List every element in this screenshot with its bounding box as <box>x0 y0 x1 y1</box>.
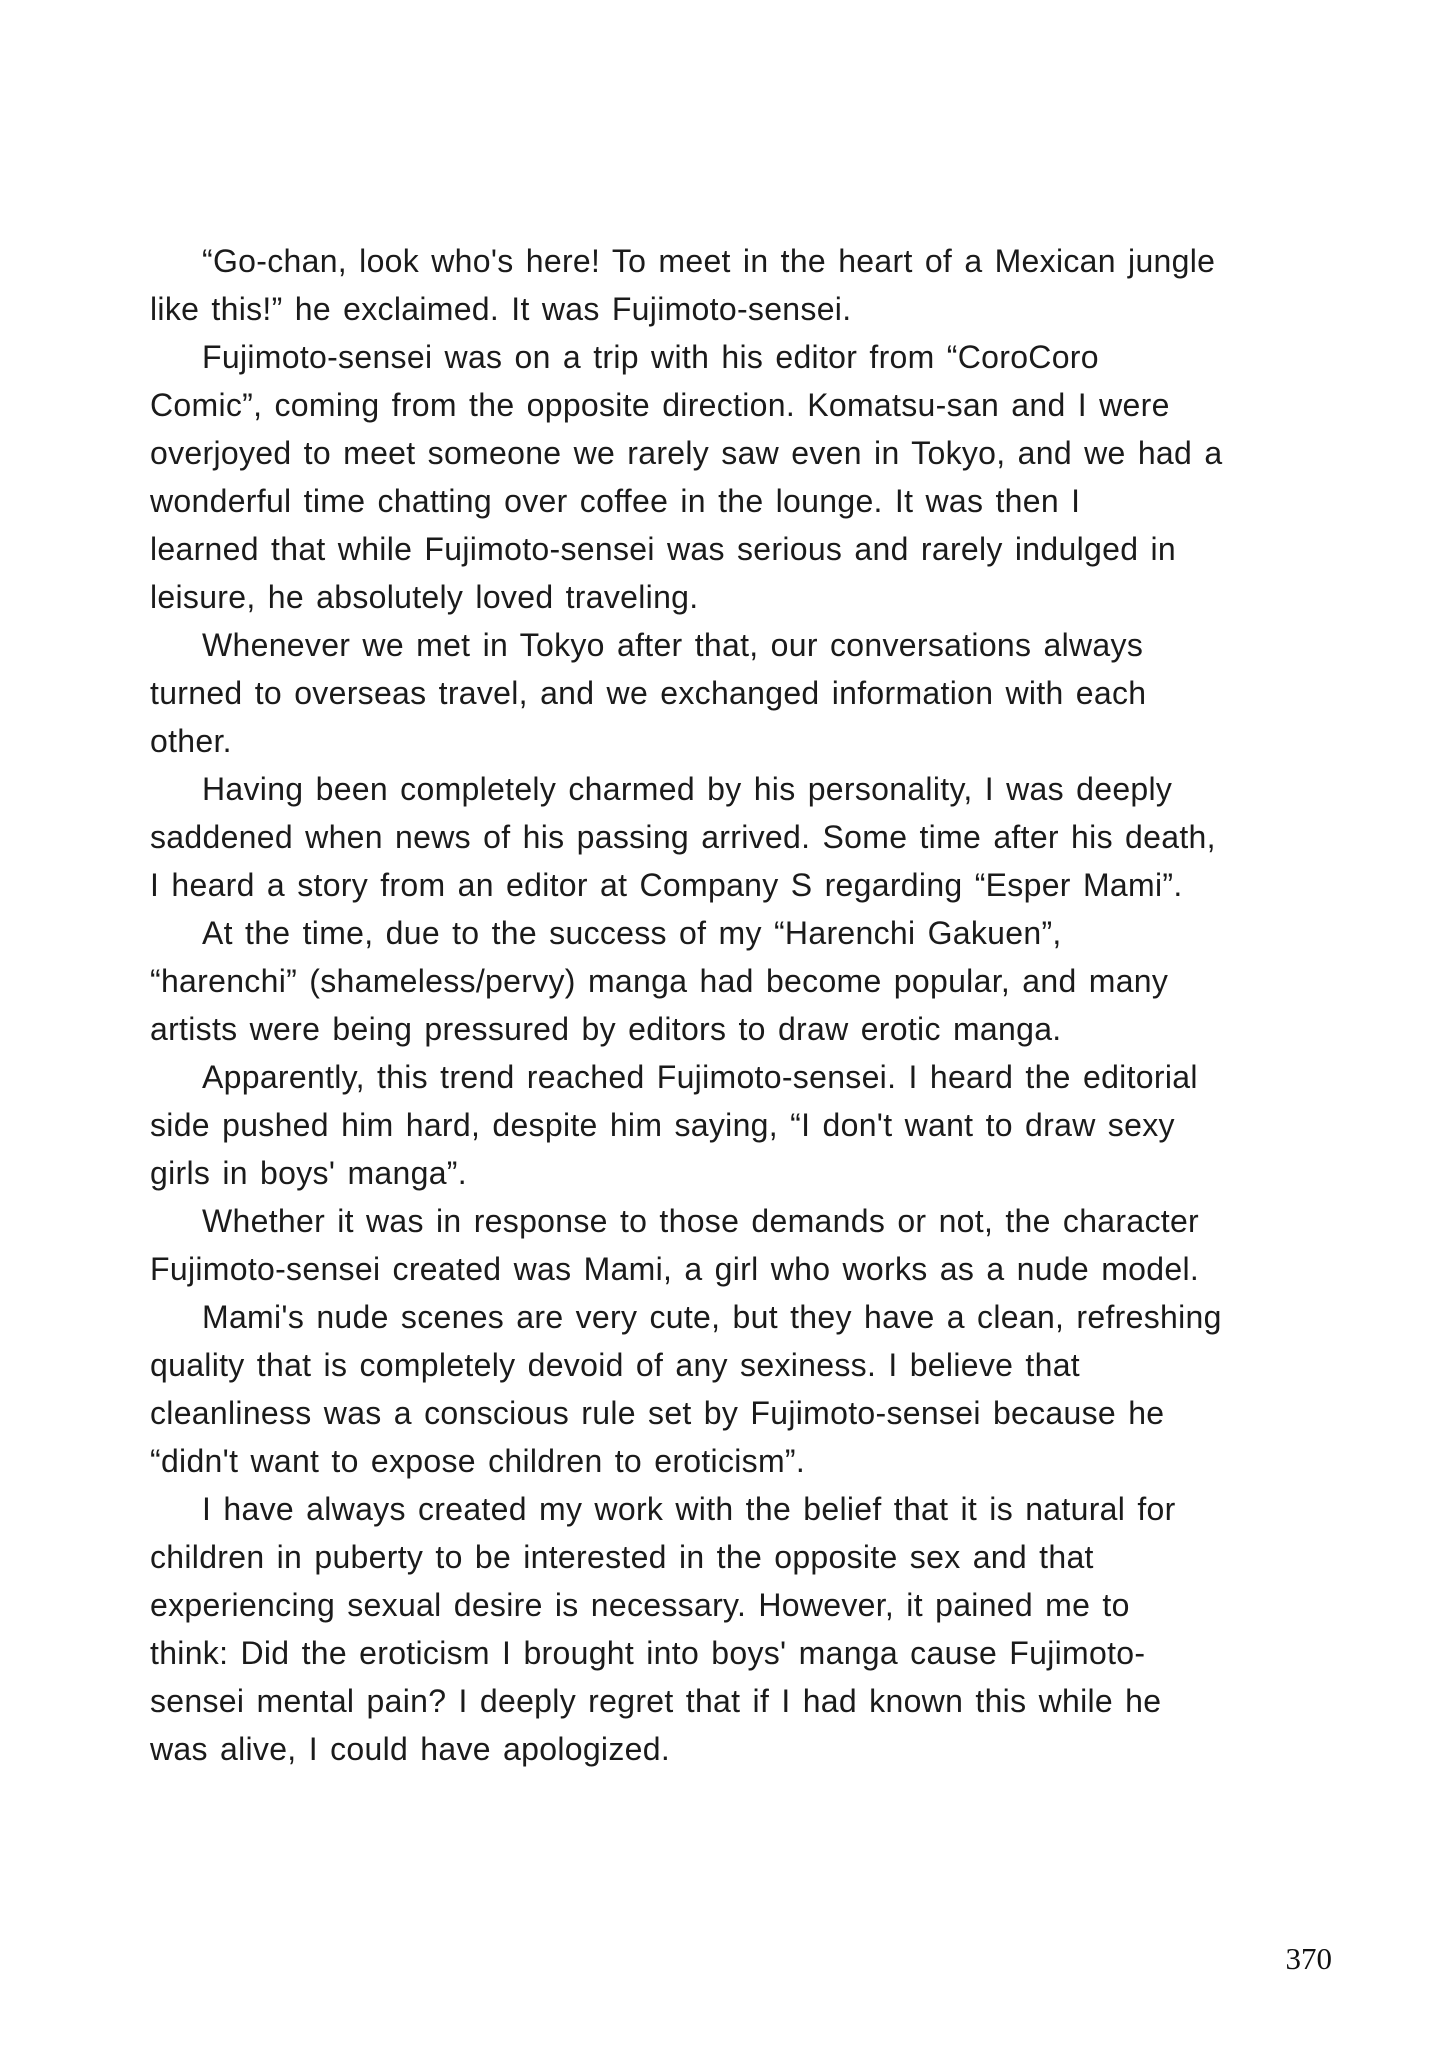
text-line: Whenever we met in Tokyo after that, our conversations always <box>202 627 1144 663</box>
text-line: Whether it was in response to those demands or not, the character <box>202 1203 1199 1239</box>
text-line: like this!” he exclaimed. It was Fujimoto-sensei. <box>150 291 852 327</box>
text-line: Apparently, this trend reached Fujimoto-sensei. I heard the editorial <box>202 1059 1198 1095</box>
text-line: wonderful time chatting over coffee in the lounge. It was then I <box>150 483 1081 519</box>
text-line: saddened when news of his passing arrived. Some time after his death, <box>150 819 1216 855</box>
text-line: Mami's nude scenes are very cute, but they have a clean, refreshing <box>202 1299 1222 1335</box>
text-line: side pushed him hard, despite him saying, “I don't want to draw sexy <box>150 1107 1175 1143</box>
page-number: 370 <box>1285 1941 1332 1976</box>
text-line: “didn't want to expose children to eroticism”. <box>150 1443 806 1479</box>
text-line: artists were being pressured by editors to draw erotic manga. <box>150 1011 1062 1047</box>
text-line: leisure, he absolutely loved traveling. <box>150 579 699 615</box>
text-line: I have always created my work with the belief that it is natural for <box>202 1491 1176 1527</box>
text-line: quality that is completely devoid of any sexiness. I believe that <box>150 1347 1080 1383</box>
text-line: Fujimoto-sensei created was Mami, a girl who works as a nude model. <box>150 1251 1200 1287</box>
text-line: other. <box>150 723 232 759</box>
body-text <box>150 237 1360 1773</box>
text-line: children in puberty to be interested in the opposite sex and that <box>150 1539 1094 1575</box>
text-line: At the time, due to the success of my “Harenchi Gakuen”, <box>202 915 1062 951</box>
text-line: girls in boys' manga”. <box>150 1155 467 1191</box>
text-line: I heard a story from an editor at Company S regarding “Esper Mami”. <box>150 867 1183 903</box>
text-line: think: Did the eroticism I brought into boys' manga cause Fujimoto- <box>150 1635 1146 1671</box>
text-line: cleanliness was a conscious rule set by Fujimoto-sensei because he <box>150 1395 1165 1431</box>
text-line: overjoyed to meet someone we rarely saw even in Tokyo, and we had a <box>150 435 1223 471</box>
text-line: “Go-chan, look who's here! To meet in the heart of a Mexican jungle <box>202 243 1216 279</box>
text-line: turned to overseas travel, and we exchanged information with each <box>150 675 1147 711</box>
text-line: Fujimoto-sensei was on a trip with his editor from “CoroCoro <box>202 339 1099 375</box>
text-line: experiencing sexual desire is necessary. However, it pained me to <box>150 1587 1130 1623</box>
text-line: sensei mental pain? I deeply regret that if I had known this while he <box>150 1683 1162 1719</box>
text-line: was alive, I could have apologized. <box>150 1731 671 1767</box>
text-line: “harenchi” (shameless/pervy) manga had become popular, and many <box>150 963 1169 999</box>
text-line: Comic”, coming from the opposite direction. Komatsu-san and I were <box>150 387 1170 423</box>
text-line: Having been completely charmed by his personality, I was deeply <box>202 771 1173 807</box>
text-line: learned that while Fujimoto-sensei was serious and rarely indulged in <box>150 531 1176 567</box>
